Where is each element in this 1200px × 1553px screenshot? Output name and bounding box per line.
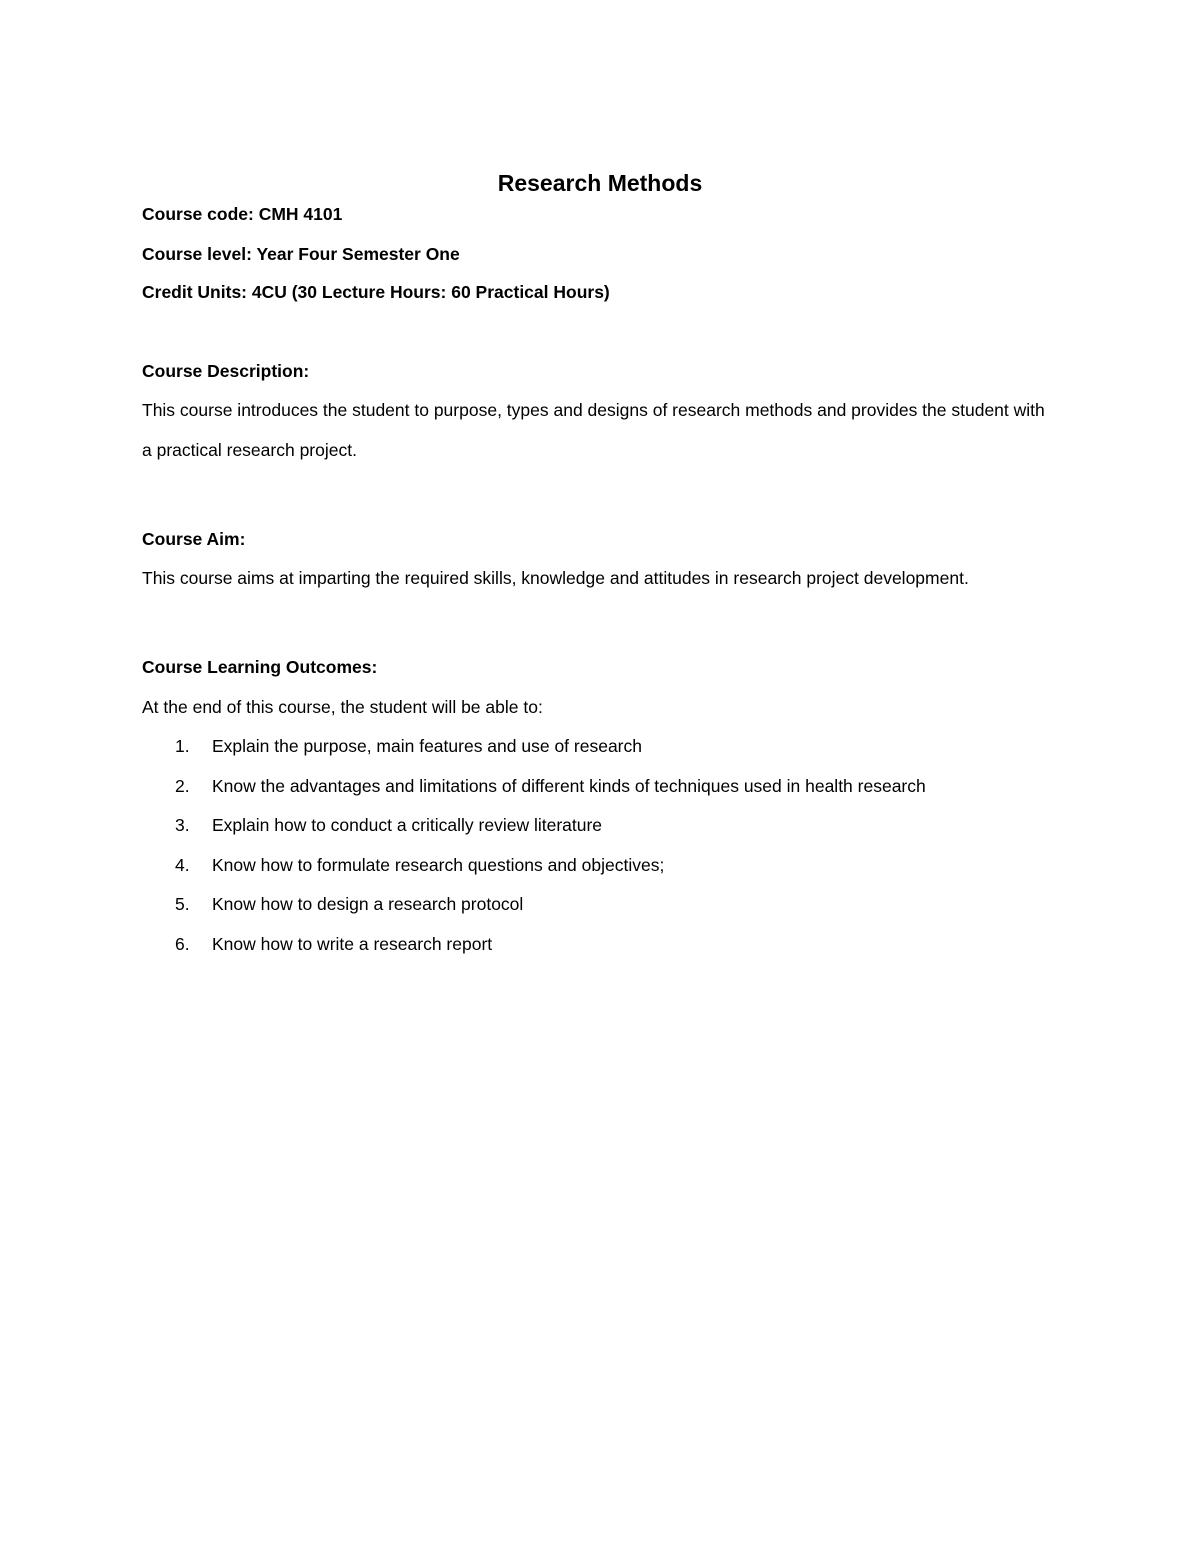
list-item-number: 5. bbox=[175, 894, 190, 914]
list-item-number: 3. bbox=[175, 815, 190, 835]
list-item bbox=[142, 893, 1058, 915]
list-item-number: 4. bbox=[175, 854, 190, 875]
document-content bbox=[142, 168, 1058, 972]
course-description-section bbox=[142, 360, 1058, 470]
course-aim-heading: Course Aim: bbox=[142, 529, 246, 549]
list-item-text: Explain how to conduct a critically review literature bbox=[212, 815, 603, 835]
learning-outcomes-intro: At the end of this course, the student will be able to: bbox=[142, 697, 543, 717]
learning-outcomes-section bbox=[142, 656, 1058, 955]
list-item-text: Know how to formulate research questions and objectives; bbox=[212, 854, 665, 875]
list-item bbox=[142, 735, 1058, 757]
list-item bbox=[142, 854, 1058, 876]
list-item-text: Explain the purpose, main features and use of research bbox=[212, 736, 642, 756]
course-aim-section bbox=[142, 528, 1058, 598]
list-item-text: Know how to design a research protocol bbox=[212, 894, 524, 914]
list-item bbox=[142, 775, 1058, 797]
list-item-text: Know the advantages and limitations of different kinds of techniques used in health research bbox=[212, 775, 926, 796]
learning-outcomes-list bbox=[142, 735, 1058, 955]
course-description-heading: Course Description: bbox=[142, 361, 310, 381]
credit-units: Credit Units: 4CU (30 Lecture Hours: 60 Practical Hours) bbox=[142, 282, 610, 302]
document-title: Research Methods bbox=[497, 170, 703, 196]
learning-outcomes-heading: Course Learning Outcomes: bbox=[142, 657, 378, 677]
list-item-number: 6. bbox=[175, 933, 190, 954]
course-code: Course code: CMH 4101 bbox=[142, 204, 343, 224]
course-aim-text: This course aims at imparting the required skills, knowledge and attitudes in research project development. bbox=[142, 568, 969, 588]
list-item-number: 2. bbox=[175, 775, 190, 796]
list-item-text: Know how to write a research report bbox=[212, 933, 493, 954]
list-item bbox=[142, 814, 1058, 836]
course-level: Course level: Year Four Semester One bbox=[142, 244, 460, 264]
list-item bbox=[142, 933, 1058, 955]
course-description-text: This course introduces the student to purpose, types and designs of research methods and provides the student with a practical research project. bbox=[142, 400, 1045, 460]
list-item-number: 1. bbox=[175, 736, 190, 756]
